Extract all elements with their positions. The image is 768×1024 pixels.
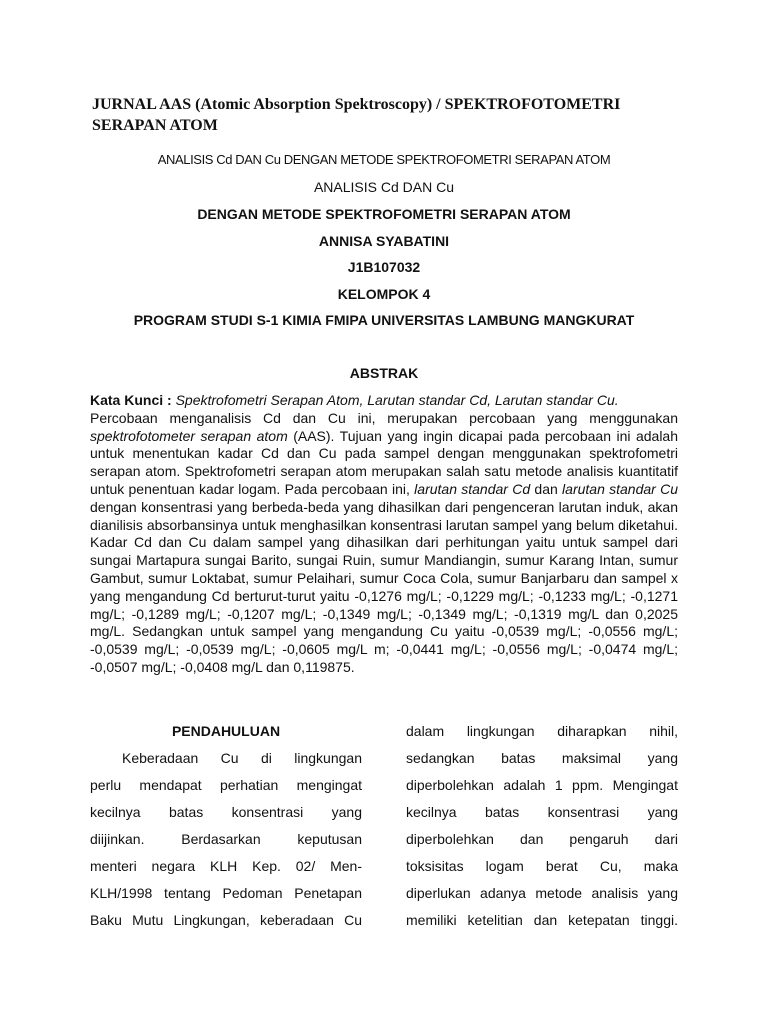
intro-line: KLH/1998 tentang Pedoman Penetapan xyxy=(90,885,362,901)
abstract-text-1: Percobaan menganalisis Cd dan Cu ini, merupakan percobaan yang menggunakan xyxy=(90,409,678,426)
keywords-text: Spektrofometri Serapan Atom, Larutan standar Cd, Larutan standar Cu. xyxy=(175,392,619,408)
abstract-body xyxy=(90,392,678,677)
student-id: J1B107032 xyxy=(347,259,421,275)
abstract-heading: ABSTRAK xyxy=(349,365,419,381)
intro-line: diperlukan adanya metode analisis yang xyxy=(406,885,678,901)
intro-line: memiliki ketelitian dan ketepatan tinggi. xyxy=(406,912,678,928)
abstract-text-3: dan xyxy=(534,480,558,497)
intro-line: diijinkan. Berdasarkan keputusan xyxy=(90,831,362,847)
intro-right-column xyxy=(406,718,678,934)
intro-line: diperbolehkan adalah 1 ppm. Mengingat xyxy=(406,777,678,793)
abstract-text-4: dengan konsentrasi yang berbeda-beda yang dihasilkan dari pengenceran larutan induk, akan dianilisis absorbansinya untuk menghasilkan konsentrasi larutan sampel yang belum diketahui. Kadar Cd dan Cu dalam sampel yang dihasilkan dari perhitungan yaitu untuk sampel dari sungai Martapura sungai Barito, sungai Ruin, sumur Mandiangin, sumur Karang Intan, sumur Gambut, sumur Loktabat, sumur Pelaihari, sumur Coca Cola, sumur Banjarbaru dan sampel x yang mengandung Cd berturut-turut yaitu -0,1276 mg/L; -0,1229 mg/L; -0,1233 mg/L; -0,1271 mg/L; -0,1289 mg/L; -0,1207 mg/L; -0,1349 mg/L; -0,1349 mg/L; -0,1319 mg/L dan 0,2025 mg/L. Sedangkan untuk sampel yang mengandung Cu yaitu -0,0539 mg/L; -0,0556 mg/L; -0,0539 mg/L; -0,0539 mg/L; -0,0605 mg/L m; -0,0441 mg/L; -0,0556 mg/L; -0,0474 mg/L; -0,0507 mg/L; -0,0408 mg/L dan 0,119875. xyxy=(90,498,678,675)
intro-line: dalam lingkungan diharapkan nihil, xyxy=(406,723,678,739)
abstract-italic-2: larutan standar Cd xyxy=(414,480,531,497)
abstract-italic-3: larutan standar Cu xyxy=(562,480,678,497)
intro-line: sedangkan batas maksimal yang xyxy=(406,750,678,766)
intro-line: menteri negara KLH Kep. 02/ Men- xyxy=(90,858,362,874)
group-label: KELOMPOK 4 xyxy=(337,286,431,302)
intro-line: kecilnya batas konsentrasi yang xyxy=(90,804,362,820)
intro-line: Keberadaan Cu di lingkungan xyxy=(122,750,362,766)
keywords-line xyxy=(90,392,678,410)
paper-title-line-1: ANALISIS Cd DAN Cu xyxy=(313,179,455,195)
keywords-label: Kata Kunci : xyxy=(90,392,172,408)
intro-line: toksisitas logam berat Cu, maka xyxy=(406,858,678,874)
program-affiliation: PROGRAM STUDI S-1 KIMIA FMIPA UNIVERSITAS LAMBUNG MANGKURAT xyxy=(133,312,635,328)
abstract-paragraph xyxy=(90,410,678,677)
abstract-text-2: (AAS). Tujuan yang ingin dicapai pada percobaan ini adalah untuk menentukan kadar Cd dan Cu pada sampel dengan menggunakan spektrofometri serapan atom. Spektrofometri serapan atom merupakan salah satu metode analisis kuantitatif untuk penentuan kadar logam. Pada percobaan ini, xyxy=(90,427,678,497)
author-name: ANNISA SYABATINI xyxy=(318,233,450,249)
intro-heading: PENDAHULUAN xyxy=(171,723,281,739)
paper-title-line-2: DENGAN METODE SPEKTROFOMETRI SERAPAN ATOM xyxy=(197,206,571,222)
abstract-italic-1: spektrofotometer serapan atom xyxy=(90,427,288,444)
intro-line: perlu mendapat perhatian mengingat xyxy=(90,777,362,793)
intro-line: Baku Mutu Lingkungan, keberadaan Cu xyxy=(90,912,362,928)
intro-left-column xyxy=(90,718,362,934)
intro-line: diperbolehkan dan pengaruh dari xyxy=(406,831,678,847)
paper-subtitle: ANALISIS Cd DAN Cu DENGAN METODE SPEKTROFOMETRI SERAPAN ATOM xyxy=(157,152,611,167)
intro-line: kecilnya batas konsentrasi yang xyxy=(406,804,678,820)
journal-title: JURNAL AAS (Atomic Absorption Spektroscopy) / SPEKTROFOTOMETRI SERAPAN ATOM xyxy=(92,96,621,134)
